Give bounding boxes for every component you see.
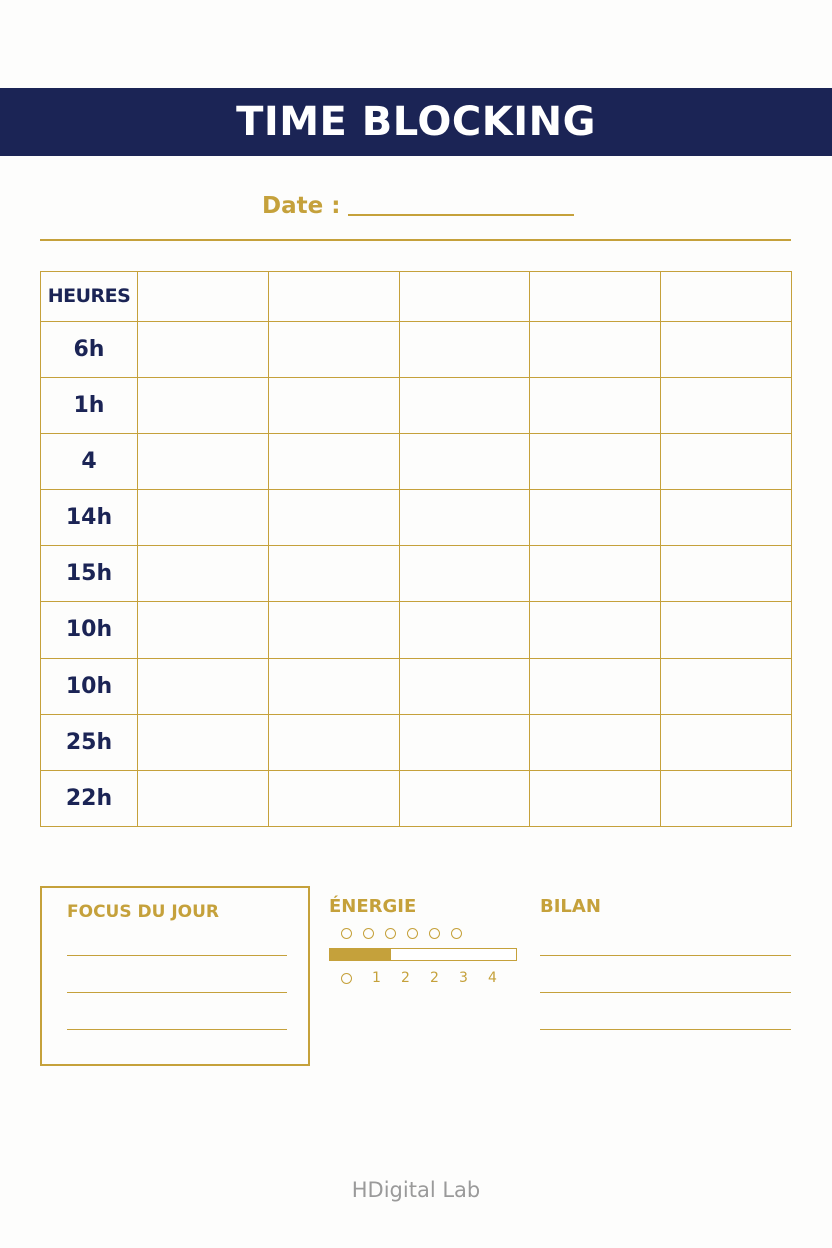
time-slot-cell[interactable]: [138, 602, 269, 658]
hours-header: HEURES: [41, 272, 138, 322]
focus-line[interactable]: [67, 992, 287, 993]
time-slot-cell[interactable]: [138, 546, 269, 602]
time-slot-cell[interactable]: [661, 658, 792, 714]
time-slot-cell[interactable]: [399, 770, 530, 826]
bilan-line[interactable]: [540, 955, 791, 956]
hour-label: 10h: [41, 602, 138, 658]
time-slot-cell[interactable]: [399, 546, 530, 602]
date-field[interactable]: [348, 214, 574, 216]
time-slot-cell[interactable]: [661, 714, 792, 770]
time-slot-cell[interactable]: [268, 490, 399, 546]
table-header-row: [41, 272, 792, 322]
table-row: [41, 658, 792, 714]
table-row: [41, 321, 792, 377]
time-slot-cell[interactable]: [661, 377, 792, 433]
hour-label: 10h: [41, 658, 138, 714]
energy-scale-label: 2: [401, 970, 410, 986]
hour-label: 4: [41, 433, 138, 489]
energy-level-bar[interactable]: [329, 948, 517, 961]
time-slot-cell[interactable]: [268, 546, 399, 602]
time-slot-cell[interactable]: [268, 377, 399, 433]
energy-scale-label: 3: [459, 970, 468, 986]
bilan-line[interactable]: [540, 992, 791, 993]
hour-label: 14h: [41, 490, 138, 546]
hour-label: 15h: [41, 546, 138, 602]
time-slot-cell[interactable]: [138, 770, 269, 826]
table-row: [41, 714, 792, 770]
time-slot-cell[interactable]: [399, 377, 530, 433]
time-slot-cell[interactable]: [399, 490, 530, 546]
time-slot-cell[interactable]: [661, 490, 792, 546]
time-slot-cell[interactable]: [399, 321, 530, 377]
energy-scale-label: 1: [372, 970, 381, 986]
time-slot-cell[interactable]: [661, 433, 792, 489]
energy-scale-label: 2: [430, 970, 439, 986]
energy-circle-icon[interactable]: [385, 928, 396, 939]
energy-circle-icon[interactable]: [341, 928, 352, 939]
table-row: [41, 490, 792, 546]
time-slot-cell[interactable]: [530, 490, 661, 546]
time-slot-cell[interactable]: [399, 658, 530, 714]
energy-level-fill: [330, 949, 391, 960]
time-slot-cell[interactable]: [138, 714, 269, 770]
table-row: [41, 433, 792, 489]
time-slot-cell[interactable]: [138, 321, 269, 377]
table-row: [41, 377, 792, 433]
time-slot-cell[interactable]: [661, 770, 792, 826]
time-slot-cell[interactable]: [268, 770, 399, 826]
time-slot-cell[interactable]: [268, 658, 399, 714]
energy-scale-zero-icon: [341, 973, 352, 984]
column-header-cell[interactable]: [268, 272, 399, 322]
time-slot-cell[interactable]: [268, 602, 399, 658]
time-slot-cell[interactable]: [530, 433, 661, 489]
time-slot-cell[interactable]: [530, 321, 661, 377]
energy-circle-icon[interactable]: [429, 928, 440, 939]
time-slot-cell[interactable]: [399, 602, 530, 658]
focus-line[interactable]: [67, 1029, 287, 1030]
focus-title: FOCUS DU JOUR: [67, 902, 220, 922]
time-slot-cell[interactable]: [138, 433, 269, 489]
time-slot-cell[interactable]: [138, 658, 269, 714]
focus-line[interactable]: [67, 955, 287, 956]
time-slot-cell[interactable]: [530, 658, 661, 714]
hour-label: 22h: [41, 770, 138, 826]
time-slot-cell[interactable]: [661, 546, 792, 602]
page-title: TIME BLOCKING: [236, 99, 596, 145]
energy-circle-icon[interactable]: [407, 928, 418, 939]
time-slot-cell[interactable]: [268, 321, 399, 377]
footer-brand: HDigital Lab: [351, 1178, 481, 1202]
column-header-cell[interactable]: [138, 272, 269, 322]
time-slot-cell[interactable]: [530, 714, 661, 770]
hour-label: 6h: [41, 321, 138, 377]
time-slot-cell[interactable]: [399, 714, 530, 770]
time-slot-cell[interactable]: [530, 546, 661, 602]
column-header-cell[interactable]: [661, 272, 792, 322]
hour-label: 1h: [41, 377, 138, 433]
time-slot-cell[interactable]: [138, 377, 269, 433]
energy-scale-label: 4: [488, 970, 497, 986]
time-slot-cell[interactable]: [268, 714, 399, 770]
column-header-cell[interactable]: [399, 272, 530, 322]
time-slot-cell[interactable]: [661, 602, 792, 658]
energy-circles: [341, 928, 462, 939]
time-slot-cell[interactable]: [268, 433, 399, 489]
time-slot-cell[interactable]: [530, 602, 661, 658]
energy-title: ÉNERGIE: [329, 896, 417, 917]
time-slot-cell[interactable]: [138, 490, 269, 546]
focus-panel: [40, 886, 310, 1066]
header-divider: [40, 239, 791, 241]
time-slot-cell[interactable]: [530, 377, 661, 433]
time-slot-cell[interactable]: [530, 770, 661, 826]
header-banner: [0, 88, 832, 156]
energy-scale: [341, 970, 517, 986]
time-slot-cell[interactable]: [399, 433, 530, 489]
date-row: [262, 193, 574, 219]
time-slot-cell[interactable]: [661, 321, 792, 377]
bilan-line[interactable]: [540, 1029, 791, 1030]
table-row: [41, 602, 792, 658]
date-label: Date :: [262, 193, 341, 219]
table-row: [41, 770, 792, 826]
time-blocking-table: [40, 271, 792, 827]
energy-circle-icon[interactable]: [451, 928, 462, 939]
column-header-cell[interactable]: [530, 272, 661, 322]
bilan-title: BILAN: [540, 896, 601, 917]
hour-label: 25h: [41, 714, 138, 770]
table-row: [41, 546, 792, 602]
energy-circle-icon[interactable]: [363, 928, 374, 939]
